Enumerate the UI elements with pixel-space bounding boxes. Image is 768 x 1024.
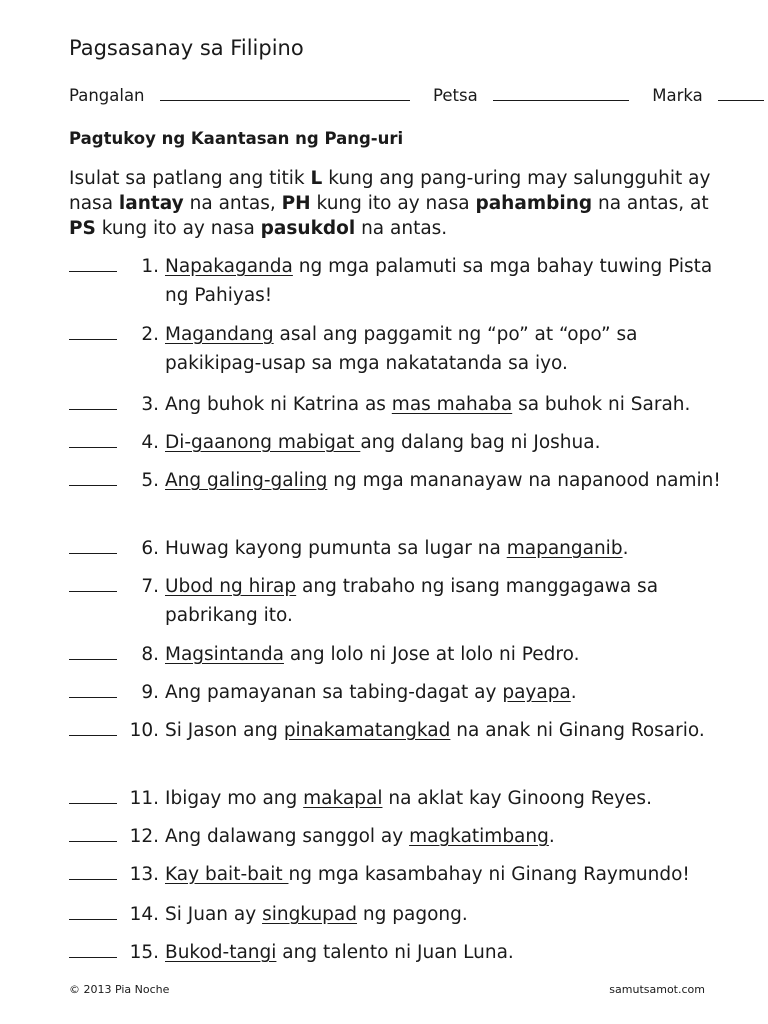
underlined-adjective: Di-gaanong mabigat [165,432,361,453]
instruction-text: na antas. [355,218,448,239]
term-pasukdol: pasukdol [260,218,356,239]
sentence-after: ang lolo ni Jose at lolo ni Pedro. [283,644,580,665]
sentence-after: sa buhok ni Sarah. [512,394,691,415]
name-label: Pangalan [69,86,145,105]
answer-blank[interactable] [69,428,117,457]
item-number: 8. [141,644,159,665]
student-info-row [69,86,768,105]
sentence-after: ng mga mananayaw na napanood namin! [327,470,721,491]
answer-blank[interactable] [69,252,117,281]
sentence-after: na aklat kay Ginoong Reyes. [382,788,652,809]
sentence-after: ang dalang bag ni Joshua. [360,432,601,453]
answer-blank[interactable] [69,390,117,419]
sentence-after: ang talento ni Juan Luna. [276,942,514,963]
answer-line[interactable] [69,641,117,660]
item-sentence [165,252,725,310]
underlined-adjective: Kay bait-bait [165,864,289,885]
answer-blank[interactable] [69,938,117,967]
sentence-after: ng pagong. [357,904,468,925]
name-blank[interactable] [160,99,410,101]
underlined-adjective: mapanganib [506,538,623,559]
sentence-before: Ang dalawang sanggol ay [165,826,410,847]
sentence-after: ng mga palamuti sa mga bahay tuwing Pista ng Pahiyas! [165,256,713,306]
sentence-after: . [622,538,629,559]
answer-line[interactable] [69,823,117,842]
sentence-after: asal ang paggamit ng “po” at “opo” sa pakikipag-usap sa mga nakatatanda sa iyo. [165,324,638,374]
item-sentence [165,716,725,745]
site-url: samutsamot.com [609,983,705,996]
sentence-after: ng mga kasambahay ni Ginang Raymundo! [288,864,690,885]
answer-blank[interactable] [69,572,117,601]
answer-line[interactable] [69,429,117,448]
section-subtitle: Pagtukoy ng Kaantasan ng Pang-uri [69,129,404,148]
item-sentence [165,860,725,889]
underlined-adjective: Magsintanda [165,644,284,665]
date-label: Petsa [433,86,478,105]
item-sentence [165,428,725,457]
underlined-adjective: magkatimbang [409,826,549,847]
item-number: 6. [141,538,159,559]
item-sentence [165,678,725,707]
answer-blank[interactable] [69,784,117,813]
answer-line[interactable] [69,785,117,804]
sentence-before: Ang pamayanan sa tabing-dagat ay [165,682,503,703]
term-lantay: lantay [118,193,184,214]
answer-blank[interactable] [69,640,117,669]
answer-line[interactable] [69,939,117,958]
underlined-adjective: Bukod-tangi [165,942,277,963]
answer-line[interactable] [69,535,117,554]
item-sentence [165,822,725,851]
date-blank[interactable] [493,99,629,101]
item-number: 14. [129,904,159,925]
instruction-text: kung ang pang-uring may salungguhit ay nasa [69,168,711,214]
answer-blank[interactable] [69,466,117,495]
underlined-adjective: Ang galing-galing [165,470,328,491]
answer-blank[interactable] [69,534,117,563]
sentence-before: Si Jason ang [165,720,284,741]
answer-line[interactable] [69,321,117,340]
item-number: 1. [141,256,159,277]
instruction-text: kung ito ay nasa [310,193,476,214]
item-number: 15. [129,942,159,963]
page-title: Pagsasanay sa Filipino [69,36,304,60]
underlined-adjective: Napakaganda [165,256,293,277]
sentence-before: Ang buhok ni Katrina as [165,394,392,415]
answer-blank[interactable] [69,822,117,851]
sentence-after: . [548,826,555,847]
item-number: 4. [141,432,159,453]
item-sentence [165,390,725,419]
answer-line[interactable] [69,253,117,272]
sentence-before: Ibigay mo ang [165,788,304,809]
sentence-after: ang trabaho ng isang manggagawa sa pabrikang ito. [165,576,659,626]
code-l: L [310,168,323,189]
item-number: 7. [141,576,159,597]
sentence-after: . [570,682,577,703]
item-sentence [165,466,725,495]
answer-line[interactable] [69,717,117,736]
item-sentence [165,784,725,813]
item-number: 10. [129,720,159,741]
item-number: 13. [129,864,159,885]
code-ps: PS [69,218,96,239]
underlined-adjective: pinakamatangkad [283,720,451,741]
instruction-text: Isulat sa patlang ang titik [69,168,311,189]
item-sentence [165,572,725,630]
answer-line[interactable] [69,391,117,410]
answer-line[interactable] [69,901,117,920]
instruction-text: na antas, [183,193,282,214]
item-sentence [165,534,725,563]
item-number: 11. [129,788,159,809]
item-sentence [165,938,725,967]
item-number: 3. [141,394,159,415]
answer-blank[interactable] [69,900,117,929]
score-blank[interactable] [718,99,764,101]
answer-blank[interactable] [69,716,117,745]
score-label: Marka [652,86,703,105]
item-number: 9. [141,682,159,703]
item-sentence [165,900,725,929]
item-sentence [165,640,725,669]
item-sentence [165,320,725,378]
code-ph: PH [281,193,311,214]
answer-blank[interactable] [69,320,117,349]
sentence-before: Si Juan ay [165,904,263,925]
underlined-adjective: Magandang [165,324,274,345]
item-number: 5. [141,470,159,491]
instruction-text: na antas, at [592,193,709,214]
answer-blank[interactable] [69,678,117,707]
underlined-adjective: payapa [502,682,571,703]
answer-blank[interactable] [69,860,117,889]
underlined-adjective: singkupad [262,904,358,925]
sentence-after: na anak ni Ginang Rosario. [450,720,705,741]
underlined-adjective: Ubod ng hirap [165,576,297,597]
item-number: 2. [141,324,159,345]
answer-line[interactable] [69,679,117,698]
instruction-text: kung ito ay nasa [95,218,261,239]
underlined-adjective: mas mahaba [391,394,513,415]
instructions [69,166,739,241]
underlined-adjective: makapal [303,788,383,809]
copyright: © 2013 Pia Noche [69,983,170,996]
sentence-before: Huwag kayong pumunta sa lugar na [165,538,507,559]
answer-line[interactable] [69,467,117,486]
answer-line[interactable] [69,573,117,592]
answer-line[interactable] [69,861,117,880]
item-number: 12. [129,826,159,847]
term-pahambing: pahambing [475,193,593,214]
